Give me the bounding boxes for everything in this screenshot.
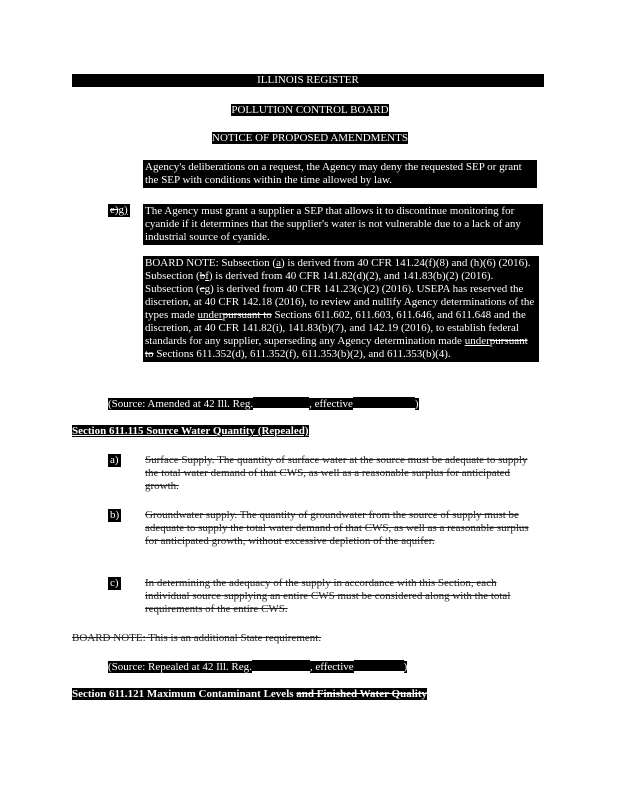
- section-611-121-heading: [72, 688, 492, 701]
- board-note-part: ) is derived from 40 CFR 141.23(c)(2) (2016). USEPA has reserved the discretion, at 40 CFR 142.18 (2016), to review and nullify Agency determinations of the types made: [145, 283, 535, 321]
- board-note-part: Sections 611.602, 611.603, 611.646, and 611.648 and the discretion, at 40 CFR 141.82(i), 141.83(b)(7), and 142.19 (2016), to establish federal standards for any supplier, superseding any Agency determination made: [145, 309, 526, 347]
- board-note-state: [72, 632, 372, 645]
- board-note-insert: under: [464, 335, 490, 347]
- item-a-label-text: a): [110, 454, 119, 466]
- board-note-insert: a: [276, 257, 281, 269]
- item-b-label: [108, 509, 121, 522]
- item-a-text: [145, 454, 537, 493]
- paragraph-deliberations: [143, 160, 537, 188]
- board-note-delete: b: [199, 270, 206, 282]
- board-note-state-text: BOARD NOTE: This is an additional State requirement.: [72, 632, 322, 644]
- item-c-label-text: c): [110, 577, 119, 589]
- board-title: [200, 104, 420, 117]
- paragraph-deliberations-text: Agency's deliberations on a request, the Agency may deny the requested SEP or grant the SEP with conditions within the time allowed by law.: [145, 161, 522, 186]
- board-note-insert: g: [204, 283, 211, 295]
- item-g-text: [143, 204, 543, 245]
- board-note-delete: pursuant to: [145, 335, 528, 360]
- date-blank: [354, 660, 404, 671]
- notice-title-text: NOTICE OF PROPOSED AMENDMENTS: [212, 132, 408, 144]
- reg-blank: [253, 397, 309, 408]
- item-g-label-inserted: g): [118, 204, 128, 216]
- item-g-text-body: The Agency must grant a supplier a SEP that allows it to discontinue monitoring for cyanide if it determines that the supplier's water is not vulnerable due to a lack of any industrial source of cyanide.: [145, 205, 521, 243]
- board-note-part: BOARD NOTE: Subsection (: [145, 257, 277, 269]
- board-note: [143, 256, 539, 362]
- item-g-label-deleted: e): [110, 204, 119, 216]
- board-note-delete: pursuant to: [222, 309, 272, 321]
- board-note-insert: f: [205, 270, 209, 282]
- section-611-121-heading-text: Section 611.121 Maximum Contaminant Levels: [72, 688, 297, 700]
- item-b-text: [145, 509, 537, 548]
- board-note-insert: under: [197, 309, 223, 321]
- source-amended-open: (Source: Amended at 42 Ill. Reg.: [108, 398, 254, 410]
- item-g-label: [108, 204, 130, 217]
- notice-title: [180, 132, 440, 145]
- register-title: [72, 74, 544, 87]
- section-611-115-heading-text: Section 611.115 Source Water Quantity (Repealed): [72, 425, 309, 437]
- source-repealed-close: ): [403, 661, 408, 673]
- source-repealed-open: (Source: Repealed at 42 Ill. Reg.: [108, 661, 252, 673]
- section-611-115-heading: [72, 425, 372, 438]
- board-note-part: ) is derived from 40 CFR 141.24(f)(8) and (h)(6) (2016). Subsection (: [145, 257, 531, 282]
- source-amended-close: ): [414, 398, 419, 410]
- date-blank: [353, 397, 415, 408]
- item-c-text: [145, 577, 537, 616]
- item-c-text-body: In determining the adequacy of the supply in accordance with this Section, each individual source supplying an entire CWS must be considered along with the total requirements of the entire CWS.: [145, 577, 511, 615]
- item-a-label: [108, 454, 121, 467]
- board-note-delete: c: [199, 283, 205, 295]
- item-b-label-text: b): [110, 509, 120, 521]
- source-repealed: [108, 660, 438, 674]
- board-title-text: POLLUTION CONTROL BOARD: [231, 104, 389, 116]
- source-amended: [108, 397, 438, 411]
- board-note-part: ) is derived from 40 CFR 141.82(d)(2), and 141.83(b)(2) (2016). Subsection (: [145, 270, 494, 295]
- item-c-label: [108, 577, 121, 590]
- item-b-text-body: Groundwater supply. The quantity of groundwater from the source of supply must be adequate to supply the total water demand of that CWS, as well as a reasonable surplus for anticipated growth, without excessive depletion of the aquifer.: [145, 509, 529, 547]
- board-note-part: Sections 611.352(d), 611.352(f), 611.353(b)(2), and 611.353(b)(4).: [153, 348, 451, 360]
- item-a-text-body: Surface Supply. The quantity of surface water at the source must be adequate to supply the total water demand of that CWS, as well as a reasonable surplus for anticipated growth.: [145, 454, 528, 492]
- reg-blank: [252, 660, 310, 671]
- source-amended-effective: , effective: [309, 398, 353, 410]
- section-611-121-heading-deleted: and Finished Water Quality: [296, 688, 427, 700]
- source-repealed-effective: , effective: [309, 661, 354, 673]
- register-title-text: ILLINOIS REGISTER: [257, 74, 359, 86]
